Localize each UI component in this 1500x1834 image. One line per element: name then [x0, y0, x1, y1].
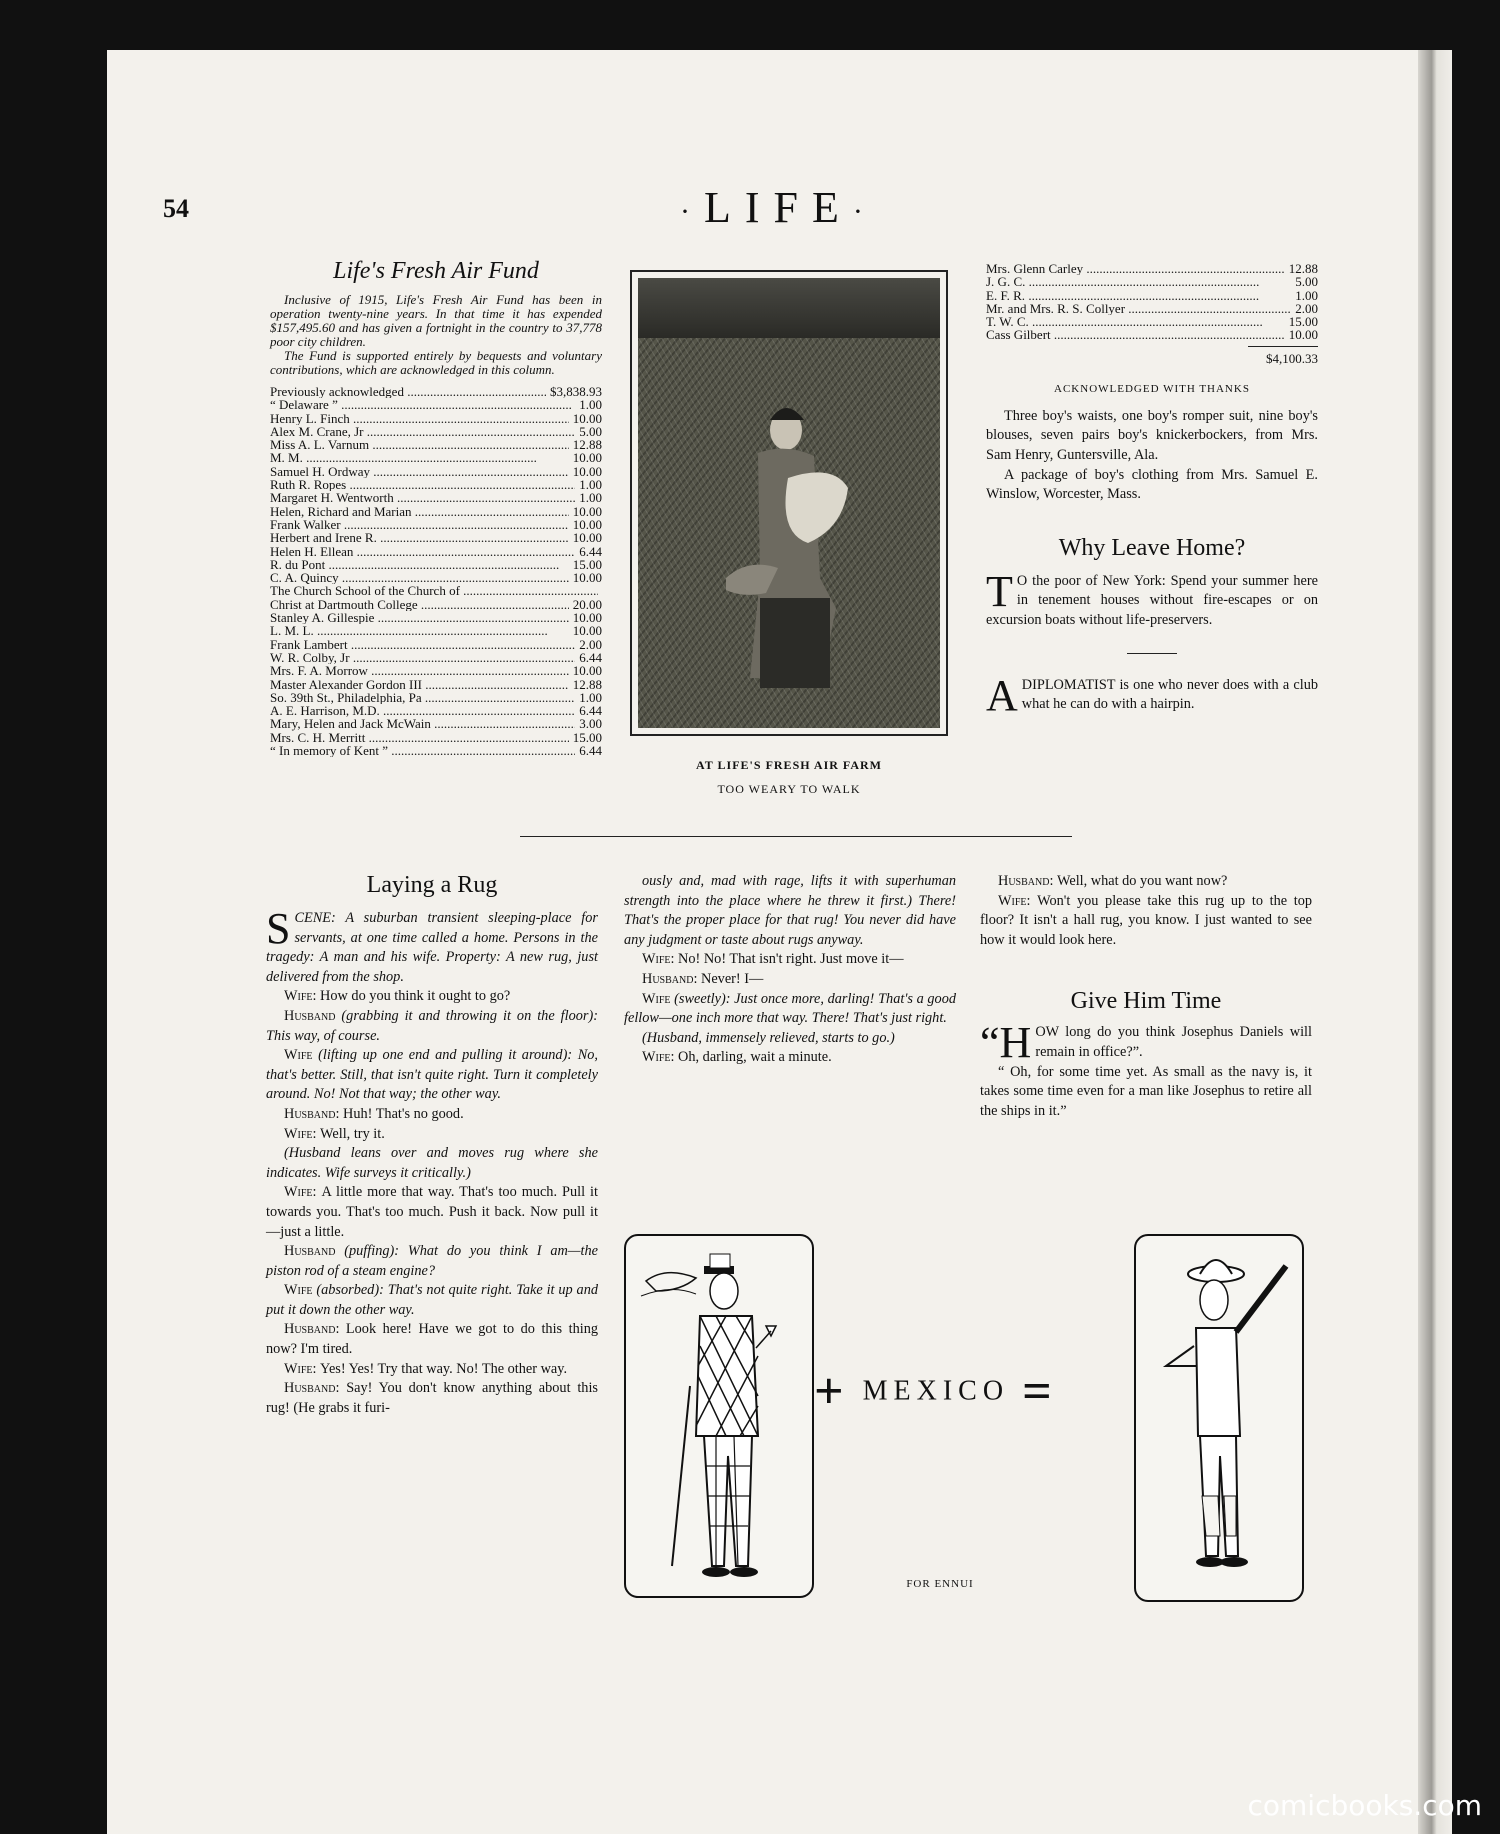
speaker-label: Wife [284, 1047, 319, 1064]
cartoon-equation [814, 1362, 1114, 1421]
mexico-label: MEXICO [862, 1375, 1010, 1407]
dialogue-line: Husband: Say! You don't know anything about this rug! (He grabs it furi- [266, 1380, 598, 1416]
why-leave-title: Why Leave Home? [1058, 534, 1246, 561]
donor-name: Christ at Dartmouth College ..... [270, 598, 569, 611]
donation-amount: 1.00 [1291, 289, 1318, 302]
donation-amount: 6.44 [575, 744, 602, 757]
fund-entry [270, 545, 602, 558]
donor-name: Henry L. Finch ..... [270, 412, 569, 425]
donation-amount: 6.44 [575, 545, 602, 558]
section-divider [520, 836, 1072, 837]
donor-name: Master Alexander Gordon III ..... [270, 678, 569, 691]
donor-name: Herbert and Irene R. ..... [270, 531, 569, 544]
plus-sign: + [814, 1363, 850, 1420]
fund-entry [270, 412, 602, 425]
dialogue-line: Husband: Well, what do you want now? [998, 873, 1228, 889]
dialogue-line: Wife (lifting up one end and pulling it around): No, that's better. Still, that isn't quite right. Turn it completely around. No! Not that way; the other way. [266, 1047, 598, 1103]
donor-name: Helen H. Ellean ..... [270, 545, 575, 558]
dialogue-line: Wife: Won't you please take this rug up to the top floor? It isn't a hall rug, you know. I just wanted to see how it would look here. [980, 892, 1312, 948]
fund-entry [270, 611, 602, 624]
donation-amount: 5.00 [1291, 275, 1318, 288]
give-time-answer: “ Oh, for some time yet. As small as the navy is, it takes some time even for a man like Josephus to retire all the ships in it.” [980, 1063, 1312, 1119]
donor-name: The Church School of the Church of ..... [270, 584, 598, 597]
rug-title: Laying a Rug [366, 872, 498, 898]
fund-entry [270, 571, 602, 584]
donor-name: Frank Lambert ..... [270, 638, 575, 651]
photo-frame [630, 270, 948, 736]
donor-name: Frank Walker ..... [270, 518, 569, 531]
donation-amount [598, 584, 602, 597]
site-watermark: comicbooks.com [1247, 1789, 1482, 1822]
fund-entry [270, 451, 602, 464]
dialogue-line: (Husband leans over and moves rug where she indicates. Wife surveys it critically.) [266, 1145, 598, 1181]
donation-amount: 20.00 [569, 598, 602, 611]
donation-amount: 6.44 [575, 704, 602, 717]
dialogue-line: Wife: Well, try it. [284, 1125, 385, 1142]
fund-entry [270, 598, 602, 611]
donation-amount: 3.00 [575, 717, 602, 730]
equals-sign: = [1022, 1363, 1058, 1420]
donation-amount: 5.00 [575, 425, 602, 438]
fund-entry [270, 704, 602, 717]
donor-name: Miss A. L. Varnum ..... [270, 438, 569, 451]
page-number: 54 [163, 194, 189, 223]
page-spine [1418, 50, 1452, 1834]
cartoon-soldier-panel [1134, 1234, 1304, 1602]
speaker-label: Wife: [998, 892, 1038, 909]
fund-entry [986, 328, 1318, 341]
donor-name: Mrs. C. H. Merritt ..... [270, 731, 569, 744]
donation-amount: 10.00 [569, 451, 602, 464]
fund-entry [270, 518, 602, 531]
donor-name: M. M. ..... [270, 451, 537, 464]
photo-woman-with-child [638, 278, 940, 728]
cartoon-caption: FOR ENNUI [906, 1578, 974, 1590]
dialogue-line: ously and, mad with rage, lifts it with superhuman strength into the place where he threw it first.) There! That's the proper place for that rug! You never did have any judgment or taste about rugs anyway. [624, 873, 956, 948]
donor-name: Previously acknowledged ..... [270, 385, 546, 398]
dialogue-line: Wife: How do you think it ought to go? [284, 988, 511, 1005]
donation-amount: 6.44 [575, 651, 602, 664]
fund-entry [270, 478, 602, 491]
rug-scene: SCENE: A suburban transient sleeping-place for servants, at one time called a home. Persons in the tragedy: A man and his wife. Property: A new rug, just delivered from the shop. [266, 904, 598, 985]
dialogue-line: Wife: Yes! Yes! Try that way. No! The other way. [284, 1360, 568, 1377]
cartoon-dandy-panel [624, 1234, 814, 1598]
rug-dialogue-1 [266, 987, 598, 1418]
fund-entry [270, 731, 602, 744]
donor-name: T. W. C. ..... [986, 315, 1263, 328]
dialogue-line: Wife (sweetly): Just once more, darling! That's a good fellow—one inch more that way. There! That's just right. [624, 990, 956, 1027]
fund-intro: Inclusive of 1915, Life's Fresh Air Fund has been in operation twenty-nine years. In that time it has expended $157,495.60 and has given a fortnight in the country to 37,778 poor city children. [270, 292, 602, 349]
fund-entry [270, 638, 602, 651]
speaker-label: Wife: [284, 988, 321, 1005]
fund-entry [270, 717, 602, 730]
donation-amount: 2.00 [1291, 302, 1318, 315]
masthead: ·LIFE· [680, 183, 877, 232]
donation-amount: 12.88 [1285, 262, 1318, 275]
donor-name: L. M. L. ..... [270, 624, 548, 637]
fund-entry [986, 275, 1318, 288]
donor-name: Cass Gilbert ..... [986, 328, 1285, 341]
fund-entry [986, 262, 1318, 275]
dialogue-line: (Husband, immensely relieved, starts to go.) [642, 1029, 895, 1046]
speaker-label: Husband: [284, 1380, 347, 1397]
speaker-label: Wife: [284, 1125, 321, 1142]
fund-entry [270, 624, 602, 637]
fund-entry [270, 491, 602, 504]
speaker-label: Wife: [642, 1049, 679, 1066]
donation-amount: 15.00 [1285, 315, 1318, 328]
fund-entry [270, 584, 602, 597]
donation-amount: 1.00 [575, 478, 602, 491]
ack-text [986, 407, 1318, 505]
speaker-label: Wife: [284, 1360, 321, 1377]
ack-heading: ACKNOWLEDGED WITH THANKS [1054, 382, 1250, 395]
donation-amount: 12.88 [569, 438, 602, 451]
fund-entry [986, 315, 1318, 328]
donation-amount: 10.00 [569, 465, 602, 478]
photo-figure [638, 278, 940, 728]
speaker-label: Husband: [284, 1105, 343, 1122]
donation-amount: 10.00 [1285, 328, 1318, 341]
donor-name: C. A. Quincy ..... [270, 571, 569, 584]
donor-name: R. du Pont ..... [270, 558, 559, 571]
speaker-label: Wife: [642, 951, 679, 968]
donation-amount: 10.00 [569, 664, 602, 677]
fund-entry [270, 558, 602, 571]
donor-name: “ Delaware ” ..... [270, 398, 572, 411]
donor-name: Samuel H. Ordway ..... [270, 465, 569, 478]
fund-title: Life's Fresh Air Fund [333, 258, 539, 284]
fund-intro-2: The Fund is supported entirely by bequests and voluntary contributions, which are acknowledged in this column. [270, 348, 602, 377]
dialogue-line: Wife: Oh, darling, wait a minute. [642, 1049, 832, 1066]
fund-list-continued [986, 262, 1318, 720]
fund-entry [270, 664, 602, 677]
fund-list-right [986, 262, 1318, 342]
divider [1127, 653, 1177, 654]
speaker-label: Wife: [284, 1184, 322, 1201]
fund-entry [270, 744, 602, 757]
donation-amount: 10.00 [569, 518, 602, 531]
donation-amount: 1.00 [575, 691, 602, 704]
dialogue-line: Wife: No! No! That isn't right. Just move it— [642, 951, 904, 968]
soldier-drawing [1136, 1236, 1302, 1600]
donation-amount: 10.00 [569, 571, 602, 584]
fund-entry [270, 465, 602, 478]
rug-column-3 [980, 872, 1312, 1121]
dialogue-line: Wife: A little more that way. That's too much. Pull it towards you. That's too much. Push it back. Now pull it—just a little. [266, 1184, 598, 1240]
speaker-label: Husband: [284, 1321, 346, 1338]
fund-entry [270, 691, 602, 704]
donor-name: Ruth R. Ropes ..... [270, 478, 575, 491]
donor-name: Margaret H. Wentworth ..... [270, 491, 575, 504]
fund-entry [270, 531, 602, 544]
donation-amount: 10.00 [569, 611, 602, 624]
diplomatist-text: A DIPLOMATIST is one who never does with a club what he can do with a hairpin. [986, 670, 1318, 720]
masthead-title: LIFE [704, 183, 853, 232]
donation-amount: 12.88 [569, 678, 602, 691]
donor-name: Mrs. F. A. Morrow ..... [270, 664, 569, 677]
donor-name: A. E. Harrison, M.D. ..... [270, 704, 575, 717]
give-time-title: Give Him Time [1070, 988, 1222, 1015]
speaker-label: Husband: [998, 873, 1057, 889]
dandy-drawing [626, 1236, 812, 1596]
give-time-question: “HOW long do you think Josephus Daniels will remain in office?”. [980, 1018, 1312, 1068]
speaker-label: Husband [284, 1007, 342, 1024]
fund-column [270, 258, 602, 757]
speaker-label: Husband: [642, 970, 701, 987]
fund-entry [986, 302, 1318, 315]
donation-amount: 1.00 [575, 398, 602, 411]
donor-name: Mary, Helen and Jack McWain ..... [270, 717, 575, 730]
rug-dialogue-2 [624, 872, 956, 1068]
fund-entry [270, 678, 602, 691]
donor-name: Alex M. Crane, Jr ..... [270, 425, 575, 438]
dialogue-line: Husband: Huh! That's no good. [284, 1105, 464, 1122]
donor-name: “ In memory of Kent ” ..... [270, 744, 575, 757]
dialogue-line: Wife (absorbed): That's not quite right. Take it up and put it down the other way. [266, 1282, 598, 1318]
ack-item: Three boy's waists, one boy's romper suit, nine boy's blouses, seven pairs boy's knickerbockers, from Mrs. Sam Henry, Guntersville, Ala. [986, 407, 1318, 463]
speaker-label: Wife [284, 1282, 317, 1299]
fund-total: $4,100.33 [1266, 350, 1318, 366]
donation-amount: 15.00 [569, 558, 602, 571]
fund-entry [986, 289, 1318, 302]
why-leave-text: T O the poor of New York: Spend your summer here in tenement houses without fire-escapes or on excursion boats without life-preservers. [986, 566, 1318, 628]
ack-item: A package of boy's clothing from Mrs. Samuel E. Winslow, Worcester, Mass. [986, 466, 1318, 503]
donation-amount: 10.00 [569, 624, 602, 637]
donor-name: Mr. and Mrs. R. S. Collyer ..... [986, 302, 1291, 315]
dialogue-line: Husband: Look here! Have we got to do this thing now? I'm tired. [266, 1321, 598, 1358]
donation-amount: 15.00 [569, 731, 602, 744]
donation-amount: 10.00 [569, 412, 602, 425]
speaker-label: Wife [642, 990, 675, 1007]
donor-name: W. R. Colby, Jr ..... [270, 651, 575, 664]
rug-column-1 [266, 872, 598, 1418]
dialogue-line: Husband (grabbing it and throwing it on the floor): This way, of course. [266, 1007, 598, 1044]
donor-name: J. G. C. ..... [986, 275, 1259, 288]
rug-column-2 [624, 872, 956, 1068]
donor-name: Mrs. Glenn Carley ..... [986, 262, 1285, 275]
donation-amount: 10.00 [569, 531, 602, 544]
dialogue-line: Husband (puffing): What do you think I am—the piston rod of a steam engine? [266, 1243, 598, 1279]
fund-entry [270, 398, 602, 411]
speaker-label: Husband [284, 1243, 345, 1260]
dialogue-line: Husband: Never! I— [642, 970, 764, 987]
rug-dialogue-3 [980, 872, 1312, 950]
donor-name: Helen, Richard and Marian ..... [270, 505, 569, 518]
photo-subcaption: TOO WEARY TO WALK [717, 782, 861, 796]
donation-amount: 2.00 [575, 638, 602, 651]
fund-entry [270, 438, 602, 451]
fund-list [270, 385, 602, 757]
fund-entry [270, 425, 602, 438]
donation-amount: $3,838.93 [546, 385, 602, 398]
donor-name: Stanley A. Gillespie ..... [270, 611, 569, 624]
donation-amount: 1.00 [575, 491, 602, 504]
donation-amount: 10.00 [569, 505, 602, 518]
fund-entry [270, 651, 602, 664]
photo-caption: AT LIFE'S FRESH AIR FARM [695, 758, 883, 772]
fund-entry [270, 385, 602, 398]
donor-name: So. 39th St., Philadelphia, Pa ..... [270, 691, 575, 704]
fund-entry [270, 505, 602, 518]
donor-name: E. F. R. ..... [986, 289, 1259, 302]
